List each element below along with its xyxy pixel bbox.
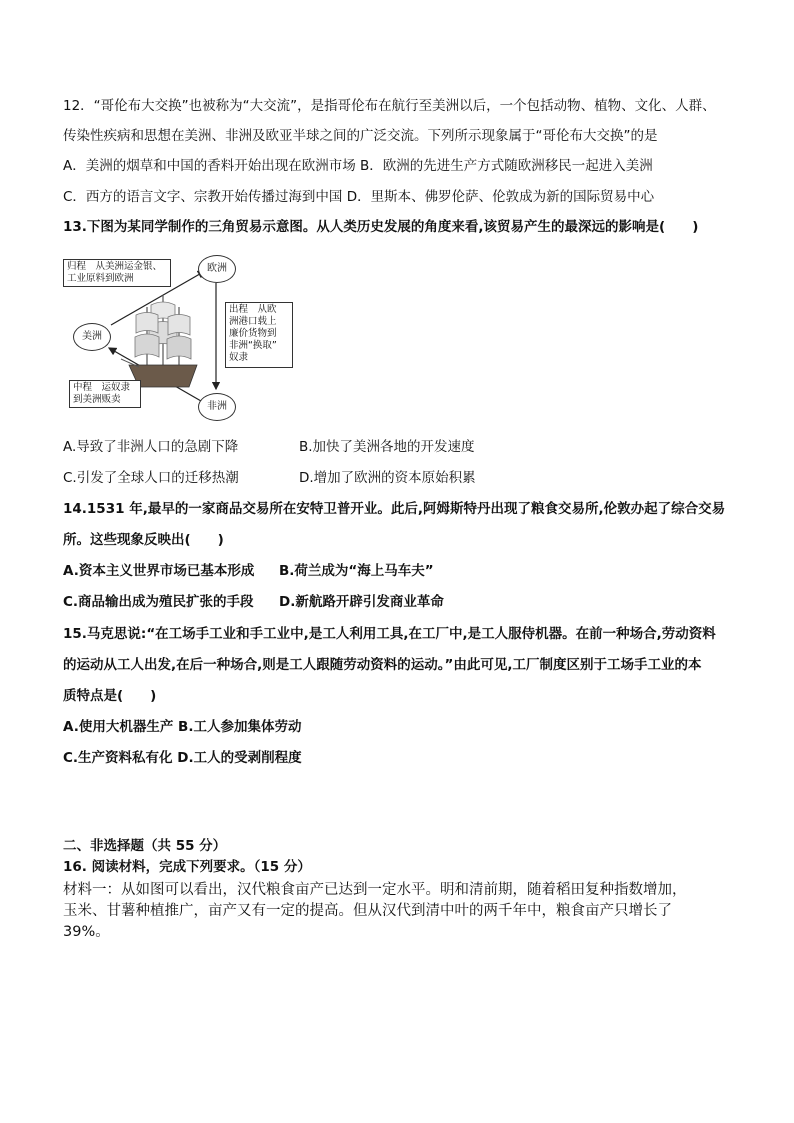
return-trip-text-1: 归程 从美洲运金银、 <box>67 261 163 272</box>
outbound-text-1: 出程 从欧 <box>229 304 277 315</box>
outbound-text-5: 奴隶 <box>229 352 249 363</box>
return-trip-text-2: 工业原料到欧洲 <box>67 273 134 284</box>
return-trip-label <box>63 259 171 287</box>
q15-stem-line3: 质特点是( ) <box>63 688 157 704</box>
q15-options-ab: A.使用大机器生产 B.工人参加集体劳动 <box>63 719 302 735</box>
q13-stem: 13.下图为某同学制作的三角贸易示意图。从人类历史发展的角度来看,该贸易产生的最深远的影响是( ) <box>63 219 699 235</box>
outbound-text-3: 廉价货物到 <box>229 328 277 339</box>
q14-stem-line1: 14.1531 年,最早的一家商品交易所在安特卫普开业。此后,阿姆斯特丹出现了粮食交易所,伦敦办起了综合交易 <box>63 501 726 517</box>
section-2-title: 二、非选择题（共 55 分） <box>63 838 227 854</box>
q16-material-line1: 材料一：从如图可以看出，汉代粮食亩产已达到一定水平。明和清前期，随着稻田复种指数增加， <box>63 882 687 898</box>
europe-node: 欧洲 <box>198 255 236 283</box>
q14-options-row1 <box>63 562 434 580</box>
q15-stem-line1: 15.马克思说:“在工场手工业和手工业中,是工人利用工具,在工厂中,是工人服侍机器。在前一种场合,劳动资料 <box>63 626 716 642</box>
q16-material-line2: 玉米、甘薯种植推广，亩产又有一定的提高。但从汉代到清中叶的两千年中，粮食亩产只增长了 <box>63 903 672 919</box>
q15-stem-line2: 的运动从工人出发,在后一种场合,则是工人跟随劳动资料的运动。”由此可见,工厂制度区别于工场手工业的本 <box>63 657 702 673</box>
q12-stem-line2: 传染性疾病和思想在美洲、非洲及欧亚半球之间的广泛交流。下列所示现象属于“哥伦布大交换”的是 <box>63 128 658 144</box>
q14-option-a: A.资本主义世界市场已基本形成 <box>63 563 255 579</box>
q14-stem-line2: 所。这些现象反映出( ) <box>63 532 224 548</box>
africa-node: 非洲 <box>198 393 236 421</box>
q14-option-d: D.新航路开辟引发商业革命 <box>279 594 444 610</box>
q13-options-row1 <box>63 438 475 456</box>
q13-option-d: D.增加了欧洲的资本原始积累 <box>299 470 476 486</box>
q14-option-c: C.商品输出成为殖民扩张的手段 <box>63 594 254 610</box>
q13-option-a: A.导致了非洲人口的急剧下降 <box>63 439 239 455</box>
q14-option-b: B.荷兰成为“海上马车夫” <box>279 563 434 579</box>
outbound-text-4: 非洲“换取” <box>229 340 277 351</box>
q13-options-row2 <box>63 469 476 487</box>
q12-options-ab: A．美洲的烟草和中国的香料开始出现在欧洲市场 B．欧洲的先进生产方式随欧洲移民一起进入美洲 <box>63 158 653 174</box>
america-node: 美洲 <box>73 323 111 351</box>
q13-option-c: C.引发了全球人口的迁移热潮 <box>63 470 239 486</box>
q14-options-row2 <box>63 593 444 611</box>
q13-option-b: B.加快了美洲各地的开发速度 <box>299 439 475 455</box>
q16-material-line3: 39%。 <box>63 924 110 940</box>
q12-options-cd: C．西方的语言文字、宗教开始传播过海到中国 D．里斯本、佛罗伦萨、伦敦成为新的国际贸易中心 <box>63 189 655 205</box>
q12-stem-line1: 12．“哥伦布大交换”也被称为“大交流”，是指哥伦布在航行至美洲以后，一个包括动物、植物、文化、人群、 <box>63 98 716 114</box>
q16-title: 16. 阅读材料，完成下列要求。（15 分） <box>63 859 311 875</box>
triangle-trade-diagram <box>63 255 295 421</box>
middle-passage-label <box>69 380 141 408</box>
sailing-ship-illustration <box>121 295 197 387</box>
outbound-trip-label <box>225 302 293 368</box>
middle-text-1: 中程 运奴隶 <box>73 382 131 393</box>
outbound-text-2: 洲港口载上 <box>229 316 277 327</box>
q15-options-cd: C.生产资料私有化 D.工人的受剥削程度 <box>63 750 302 766</box>
middle-text-2: 到美洲贩卖 <box>73 394 121 405</box>
